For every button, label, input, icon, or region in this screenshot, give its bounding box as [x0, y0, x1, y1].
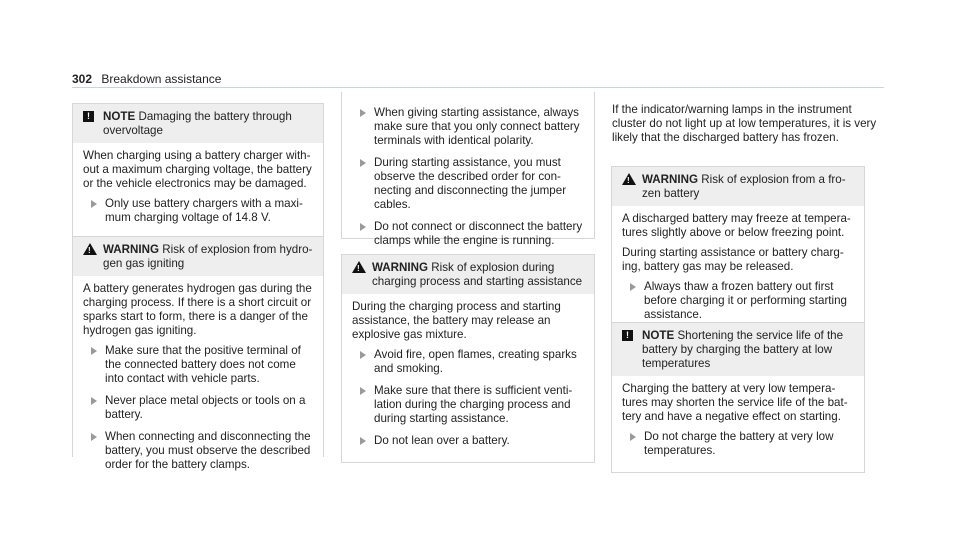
- arrow-bullet-icon: [360, 387, 366, 395]
- list-item: When giving starting assistance, always make sure that you only connect battery terminals with identical polarity.: [352, 106, 584, 148]
- note-box-overvoltage: [72, 103, 324, 240]
- warning-text: During starting assistance or battery charging, battery gas may be released.: [622, 246, 844, 273]
- warning-triangle-icon: !: [352, 261, 366, 273]
- header-divider: [72, 87, 884, 88]
- warning-body: [612, 206, 864, 336]
- list-item: Never place metal objects or tools on a battery.: [83, 394, 313, 422]
- section-title: Breakdown assistance: [101, 72, 222, 86]
- note-header: [612, 323, 864, 376]
- warning-body: [342, 294, 594, 462]
- warning-header: [73, 237, 323, 276]
- note-title: Shortening the service life of the battery by charging the battery at low temperatures: [642, 329, 844, 370]
- warning-header: [612, 167, 864, 206]
- note-icon: !: [622, 330, 633, 341]
- page-number: 302: [72, 72, 93, 86]
- note-label: NOTE: [642, 329, 675, 342]
- arrow-bullet-icon: [91, 200, 97, 208]
- warning-title: Risk of explosion from a frozen battery: [642, 173, 846, 200]
- warning-box-continued: [341, 92, 595, 247]
- arrow-bullet-icon: [630, 283, 636, 291]
- note-title: Damaging the battery through overvoltage: [103, 110, 292, 137]
- warning-box-hydrogen: [72, 236, 324, 471]
- list-item: Make sure that the positive terminal of the connected battery does not come into contact with vehicle parts.: [83, 344, 313, 386]
- warning-body: [73, 276, 323, 486]
- arrow-bullet-icon: [91, 397, 97, 405]
- warning-box-frozen: [611, 166, 865, 337]
- list-item: When connecting and disconnecting the battery, you must observe the described order for the battery clamps.: [83, 430, 313, 472]
- arrow-bullet-icon: [360, 351, 366, 359]
- note-header: [73, 104, 323, 143]
- list-item: Make sure that there is sufficient ventilation during the charging process and during starting assistance.: [352, 384, 584, 426]
- list-item: Only use battery chargers with a maximum charging voltage of 14.8 V.: [83, 197, 313, 225]
- page-header: [72, 72, 221, 86]
- warning-triangle-icon: !: [83, 243, 97, 255]
- note-icon: !: [83, 111, 94, 122]
- warning-text: A battery generates hydrogen gas during the charging process. If there is a short circuit or sparks start to form, there is a danger of the hydrogen gas igniting.: [83, 282, 312, 337]
- list-item: During starting assistance, you must observe the described order for connecting and disconnecting the jumper cables.: [352, 156, 584, 212]
- warning-text: During the charging process and starting assistance, the battery may release an explosive gas mixture.: [352, 300, 561, 341]
- list-item: Do not charge the battery at very low temperatures.: [622, 430, 854, 458]
- warning-header: [342, 255, 594, 294]
- warning-box-explosion: [341, 254, 595, 463]
- intro-paragraph: If the indicator/warning lamps in the instrument cluster do not light up at low temperatures, it is very likely that the discharged battery has frozen.: [612, 103, 877, 144]
- arrow-bullet-icon: [91, 433, 97, 441]
- list-item: Avoid fire, open flames, creating sparks and smoking.: [352, 348, 584, 376]
- arrow-bullet-icon: [630, 433, 636, 441]
- note-text: When charging using a battery charger without a maximum charging voltage, the battery or the vehicle electronics may be damaged.: [83, 149, 312, 190]
- warning-triangle-icon: !: [622, 173, 636, 185]
- arrow-bullet-icon: [360, 223, 366, 231]
- warning-label: WARNING: [642, 173, 699, 186]
- warning-text: A discharged battery may freeze at temperatures slightly above or below freezing point.: [622, 212, 851, 239]
- arrow-bullet-icon: [91, 347, 97, 355]
- note-body: [612, 376, 864, 472]
- list-item: Do not connect or disconnect the battery clamps while the engine is running.: [352, 220, 584, 248]
- warning-label: WARNING: [372, 261, 429, 274]
- note-label: NOTE: [103, 110, 136, 123]
- arrow-bullet-icon: [360, 109, 366, 117]
- note-text: Charging the battery at very low temperatures may shorten the service life of the battery and have a negative effect on starting.: [622, 382, 848, 423]
- warning-title: Risk of explosion from hydrogen gas igniting: [103, 243, 313, 270]
- note-box-service-life: [611, 322, 865, 473]
- list-item: Do not lean over a battery.: [352, 434, 584, 448]
- continued-bullets: [342, 92, 594, 262]
- warning-title: Risk of explosion during charging process and starting assistance: [372, 261, 583, 288]
- note-body: [73, 143, 323, 239]
- arrow-bullet-icon: [360, 159, 366, 167]
- list-item: Always thaw a frozen battery out first before charging it or performing starting assistance.: [622, 280, 854, 322]
- warning-label: WARNING: [103, 243, 160, 256]
- arrow-bullet-icon: [360, 437, 366, 445]
- column-3: [612, 103, 882, 145]
